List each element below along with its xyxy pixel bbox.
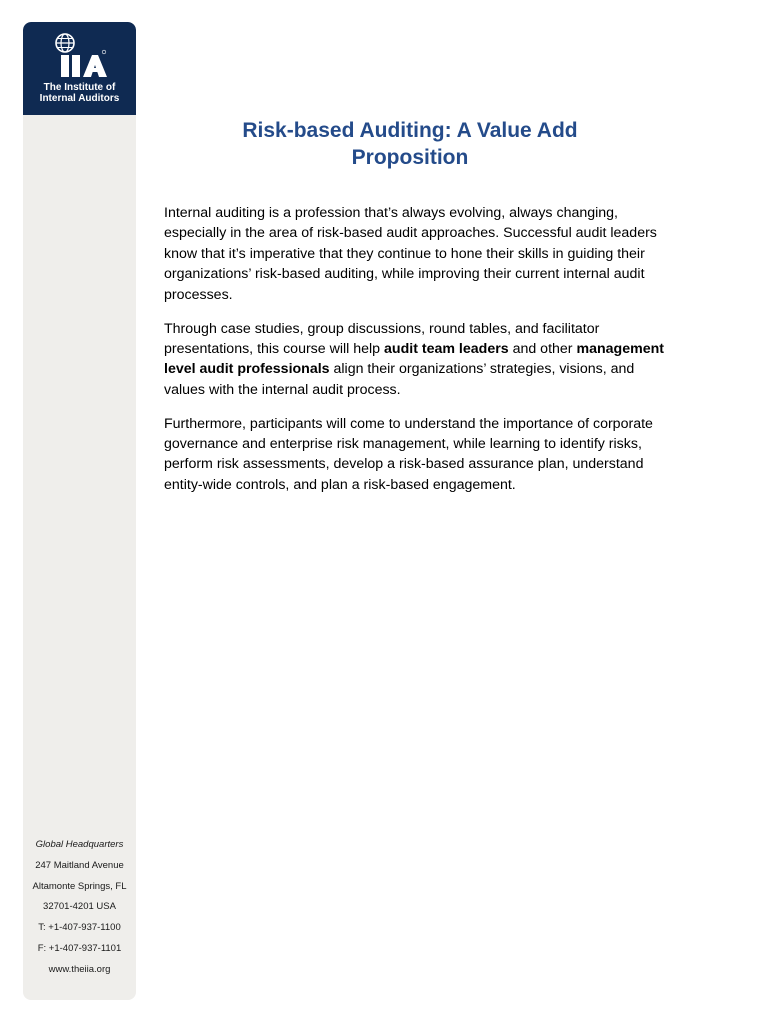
iia-logo-icon xyxy=(53,32,107,80)
paragraph-course-text-3: align their organizations’ strategies, visions, and values with the internal audit process. xyxy=(164,361,635,398)
fax-number: F: +1-407-937-1101 xyxy=(37,942,122,954)
title-line1: Risk-based Auditing: A Value Add xyxy=(242,119,578,142)
emphasis-audit-team-leaders: audit team leaders xyxy=(384,340,509,357)
paragraph-intro: Internal auditing is a profession that’s always evolving, always changing, especially in the area of risk-based audit approaches. Successful audit leaders know that it’s imperative that they continue to hone their skills in guiding their organizations’ risk-based auditing, while improving their current internal audit processes. xyxy=(164,205,657,303)
iia-name-line1: The Institute of xyxy=(43,82,116,93)
headquarters-label: Global Headquarters xyxy=(35,839,124,850)
street-address: 247 Maitland Avenue xyxy=(35,859,124,871)
title-line2: Proposition xyxy=(351,146,469,169)
iia-name xyxy=(23,82,136,104)
sidebar xyxy=(23,22,136,1000)
paragraph-outcomes: Furthermore, participants will come to understand the importance of corporate governance and enterprise risk management, while learning to identify risks, perform risk assessments, develop a risk-based assurance plan, understand entity-wide controls, and plan a risk-based engagement. xyxy=(164,415,653,493)
iia-name-line2: Internal Auditors xyxy=(39,93,120,104)
city-state: Altamonte Springs, FL xyxy=(32,880,127,892)
postal-code: 32701-4201 USA xyxy=(43,901,116,913)
document-title xyxy=(160,117,660,171)
paragraph-course-text-1: Through case studies, group discussions, round tables, and facilitator presentations, this course will help xyxy=(164,320,600,357)
paragraph-course xyxy=(164,319,664,401)
website-link[interactable]: www.theiia.org xyxy=(48,963,111,975)
emphasis-management-professionals: management level audit professionals xyxy=(164,340,664,378)
contact-block xyxy=(23,835,136,981)
paragraph-course-text-2: and other xyxy=(508,340,577,357)
iia-logo xyxy=(23,22,136,115)
document-body xyxy=(164,203,664,509)
phone-number: T: +1-407-937-1100 xyxy=(38,922,121,934)
